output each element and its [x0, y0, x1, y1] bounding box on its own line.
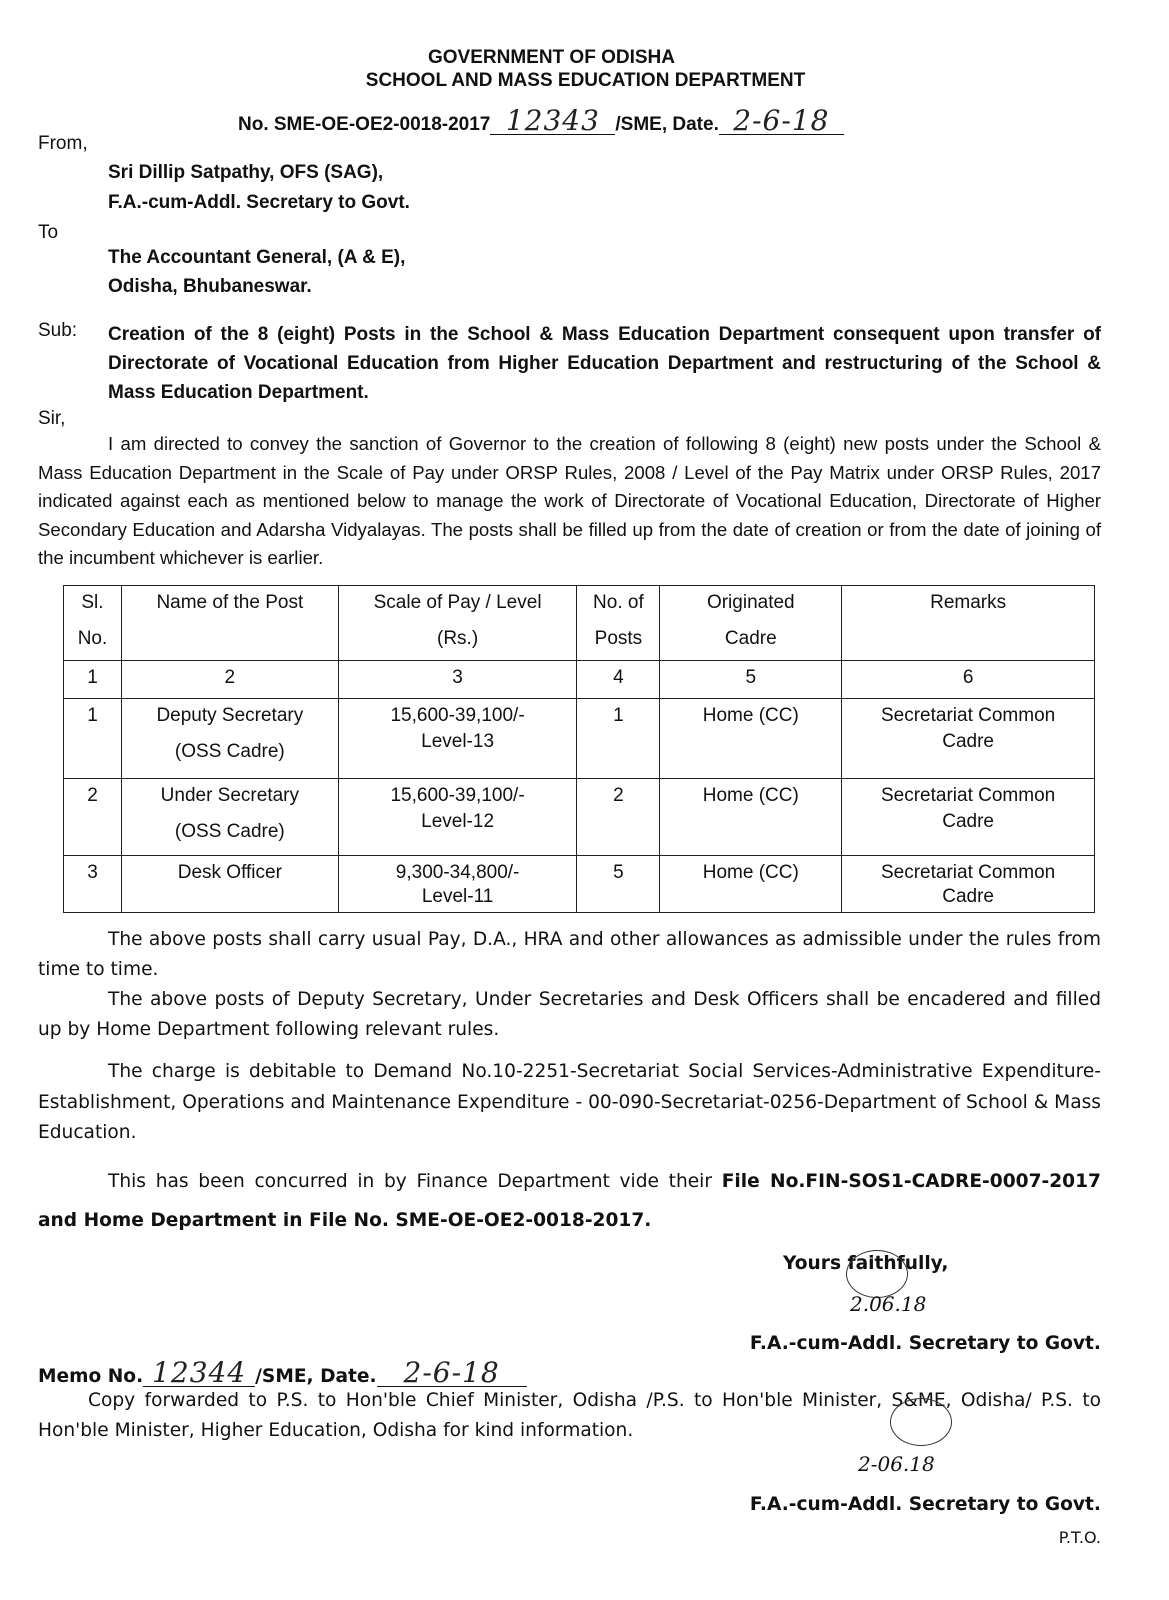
remarks-text: Secretariat Common [880, 862, 1056, 883]
signature-mark [846, 1250, 908, 1298]
letter-number [238, 104, 844, 137]
remarks-text: Secretariat Common [880, 785, 1056, 806]
table-row [64, 779, 1095, 856]
header-text: Scale of Pay / Level [373, 592, 542, 613]
cell-scale [338, 856, 577, 913]
from-label: From, [38, 133, 88, 154]
header-remarks [842, 586, 1095, 661]
pay-scale: 15,600-39,100/- [390, 785, 525, 806]
cell-remarks [842, 779, 1095, 856]
cell-cadre: Home (CC) [660, 856, 842, 913]
header-text: Sl. [81, 592, 104, 613]
to-line1: The Accountant General, (A & E), [108, 247, 406, 268]
col-number: 3 [338, 661, 577, 699]
to-line2: Odisha, Bhubaneswar. [108, 276, 312, 297]
header-post [121, 586, 338, 661]
concurrence-file-numbers: File No.FIN-SOS1-CADRE-0007-2017 and Home Department in File No. SME-OE-OE2-0018-2017. [38, 1171, 1101, 1231]
col-number: 1 [64, 661, 122, 699]
salutation: Sir, [38, 408, 66, 429]
remarks-text: Cadre [942, 886, 994, 907]
memo-signature-mark [890, 1398, 952, 1446]
header-text: No. of [593, 592, 644, 613]
subject-text: Creation of the 8 (eight) Posts in the School & Mass Education Department consequent upon transfer of Directorate of Vocational Education from Higher Education Department and restructuring of the School & Mass Education Department. [108, 324, 1101, 403]
govt-title: GOVERNMENT OF ODISHA [427, 47, 675, 68]
charge-paragraph: The charge is debitable to Demand No.10-2251-Secretariat Social Services-Administrative Expenditure-Establishment, Operations and Maintenance Expenditure - 00-090-Secretariat-0256-Department of School & Mass Education. [38, 1061, 1101, 1143]
header-text: Posts [594, 628, 643, 649]
header-scale [338, 586, 577, 661]
table-header-row [64, 586, 1095, 661]
cell-cadre: Home (CC) [660, 779, 842, 856]
to-label: To [38, 222, 59, 243]
encadre-paragraph: The above posts of Deputy Secretary, Under Secretaries and Desk Officers shall be encadered and filled up by Home Department following relevant rules. [38, 989, 1101, 1040]
memo-date-label: /SME, Date. [255, 1366, 377, 1387]
post-cadre: (OSS Cadre) [174, 821, 285, 842]
post-cadre: (OSS Cadre) [174, 741, 285, 762]
handwritten-date: 2-6-18 [719, 108, 844, 135]
memo-signatory-designation: F.A.-cum-Addl. Secretary to Govt. [749, 1494, 1101, 1515]
cell-post [121, 779, 338, 856]
cell-sl: 2 [64, 779, 122, 856]
memo-number [38, 1356, 527, 1389]
department-title: SCHOOL AND MASS EDUCATION DEPARTMENT [365, 70, 806, 91]
subject-label: Sub: [38, 320, 78, 341]
header-text: Originated [706, 592, 795, 613]
memo-handwritten-number: 12344 [143, 1360, 255, 1387]
cell-scale [338, 699, 577, 779]
col-number: 6 [842, 661, 1095, 699]
copy-forwarded-text: Copy forwarded to P.S. to Hon'ble Chief Minister, Odisha /P.S. to Hon'ble Minister, S&ME, Odisha/ P.S. to Hon'ble Minister, Higher Education, Odisha for kind information. [38, 1390, 1101, 1441]
concurrence-paragraph [38, 1162, 1101, 1240]
concurrence-text: This has been concurred in by Finance Department vide their [108, 1171, 722, 1192]
cell-scale [338, 779, 577, 856]
header-text: No. [77, 628, 108, 649]
pay-scale: 15,600-39,100/- [390, 705, 525, 726]
post-name: Desk Officer [177, 862, 282, 883]
handwritten-number: 12343 [490, 108, 615, 135]
table-row [64, 699, 1095, 779]
letter-number-prefix: No. SME-OE-OE2-0018-2017 [238, 114, 491, 135]
post-name: Under Secretary [160, 785, 299, 806]
pay-level: Level-13 [421, 731, 495, 752]
pto-note: P.T.O. [1058, 1528, 1101, 1547]
cell-posts: 5 [577, 856, 660, 913]
signatory-designation: F.A.-cum-Addl. Secretary to Govt. [749, 1333, 1101, 1354]
cell-posts: 2 [577, 779, 660, 856]
cell-sl: 1 [64, 699, 122, 779]
cell-sl: 3 [64, 856, 122, 913]
remarks-text: Secretariat Common [880, 705, 1056, 726]
from-designation: F.A.-cum-Addl. Secretary to Govt. [108, 192, 410, 213]
memo-label: Memo No. [38, 1366, 144, 1387]
remarks-text: Cadre [942, 811, 994, 832]
header-text: (Rs.) [437, 628, 479, 649]
post-name: Deputy Secretary [156, 705, 304, 726]
cell-remarks [842, 856, 1095, 913]
col-number: 4 [577, 661, 660, 699]
memo-handwritten-date: 2-6-18 [377, 1360, 527, 1387]
remarks-text: Cadre [942, 731, 994, 752]
letterhead [0, 47, 1169, 92]
cell-remarks [842, 699, 1095, 779]
col-number: 5 [660, 661, 842, 699]
cell-cadre: Home (CC) [660, 699, 842, 779]
cell-post [121, 856, 338, 913]
memo-signature-date: 2-06.18 [858, 1452, 935, 1476]
yours-faithfully: Yours faithfully, [783, 1253, 949, 1274]
table-row [64, 856, 1095, 913]
cell-post [121, 699, 338, 779]
header-cadre [660, 586, 842, 661]
date-label: /SME, Date. [615, 114, 719, 135]
header-text: Name of the Post [156, 592, 304, 613]
pay-level: Level-12 [421, 811, 495, 832]
body-paragraph: I am directed to convey the sanction of Governor to the creation of following 8 (eight) new posts under the School & Mass Education Department in the Scale of Pay under ORSP Rules, 2008 / Level of the Pay Matrix under ORSP Rules, 2017 indicated against each as mentioned below to manage the work of Directorate of Vocational Education, Directorate of Higher Secondary Education and Adarsha Vidyalayas. The posts shall be filled up from the date of creation or from the date of joining of the incumbent whichever is earlier. [38, 433, 1101, 569]
header-text: Cadre [724, 628, 777, 649]
allowances-paragraph: The above posts shall carry usual Pay, D.A., HRA and other allowances as admissible under the rules from time to time. [38, 929, 1101, 980]
col-number: 2 [121, 661, 338, 699]
column-number-row [64, 661, 1095, 699]
from-name: Sri Dillip Satpathy, OFS (SAG), [108, 162, 384, 183]
header-text: Remarks [930, 592, 1007, 613]
header-sl [64, 586, 122, 661]
signature-date: 2.06.18 [850, 1292, 927, 1316]
cell-posts: 1 [577, 699, 660, 779]
pay-scale: 9,300-34,800/- [395, 862, 520, 883]
header-posts [577, 586, 660, 661]
posts-table [63, 585, 1095, 913]
pay-level: Level-11 [421, 886, 494, 907]
